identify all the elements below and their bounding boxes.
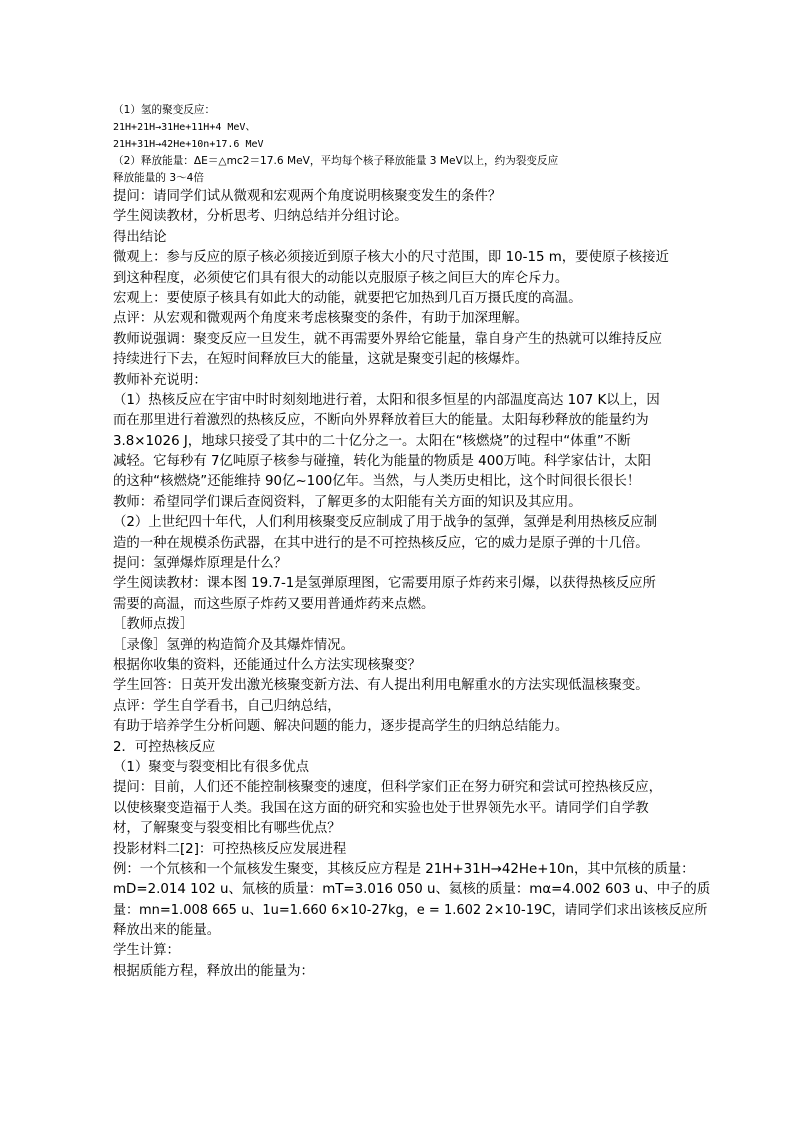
document-body (113, 102, 711, 982)
text-line: 21H+21H→31He+11H+4 MeV、 (113, 122, 256, 133)
text-line: 点评：学生自学看书，自己归纳总结， (113, 698, 341, 714)
text-line: （1）聚变与裂变相比有很多优点 (113, 759, 309, 775)
text-line: 持续进行下去，在短时间释放巨大的能量，这就是聚变引起的核爆炸。 (113, 352, 529, 368)
text-line: 有助于培养学生分析问题、解决问题的能力，逐步提高学生的归纳总结能力。 (113, 719, 569, 735)
text-line: 例：一个氘核和一个氚核发生聚变，其核反应方程是 21H+31H→42He+10n，其中氘核的质量： (113, 861, 695, 877)
text-line: 材，了解聚变与裂变相比有哪些优点？ (113, 821, 341, 837)
text-line: 的这种“核燃烧”还能维持 90亿~100亿年。当然，与人类历史相比，这个时间很长很长！ (113, 474, 641, 490)
text-line: 释放出来的能量。 (113, 923, 221, 939)
text-line: 而在那里进行着激烈的热核反应，不断向外界释放着巨大的能量。太阳每秒释放的能量约为 (113, 413, 649, 429)
text-line: （2）释放能量：ΔE＝△mc2＝17.6 MeV，平均每个核子释放能量 3 MeV以上，约为裂变反应 (113, 155, 559, 167)
text-line: 减轻。它每秒有 7亿吨原子核参与碰撞，转化为能量的物质是 400万吨。科学家估计，太阳 (113, 454, 652, 470)
text-line: 根据你收集的资料，还能通过什么方法实现核聚变？ (113, 657, 421, 673)
text-line: 根据质能方程，释放出的能量为： (113, 963, 314, 979)
text-line: 量：mn=1.008 665 u、1u=1.660 6×10-27kg，e = 1.602 2×10-19C，请同学们求出该核反应所 (113, 902, 708, 918)
text-line: 点评：从宏观和微观两个角度来考虑核聚变的条件，有助于加深理解。 (113, 311, 529, 327)
text-line: （2）上世纪四十年代，人们利用核聚变反应制成了用于战争的氢弹，氢弹是利用热核反应制 (113, 515, 658, 531)
text-line: 投影材料二[2]：可控热核反应发展进程 (113, 841, 347, 857)
text-line: 学生阅读教材，分析思考、归纳总结并分组讨论。 (113, 209, 408, 225)
text-line: 学生阅读教材：课本图 19.7-1是氢弹原理图，它需要用原子炸药来引爆，以获得热核反应所 (113, 576, 656, 592)
text-line: 释放能量的 3～4倍 (113, 172, 205, 184)
text-line: 3.8×1026 J，地球只接受了其中的二十亿分之一。太阳在“核燃烧”的过程中“体重”不断 (113, 433, 631, 449)
text-line: 学生回答：日英开发出激光核聚变新方法、有人提出利用电解重水的方法实现低温核聚变。 (113, 678, 649, 694)
text-line: 21H+31H→42He+10n+17.6 MeV (113, 139, 264, 150)
text-line: 教师补充说明： (113, 372, 207, 388)
text-line: 造的一种在规模杀伤武器，在其中进行的是不可控热核反应，它的威力是原子弹的十几倍。 (113, 535, 649, 551)
text-line: 得出结论 (113, 229, 167, 245)
text-line: mD=2.014 102 u、氚核的质量：mT=3.016 050 u、氦核的质量：mα=4.002 603 u、中子的质 (113, 882, 711, 898)
text-line: 微观上：参与反应的原子核必须接近到原子核大小的尺寸范围，即 10-15 m，要使原子核接近 (113, 250, 669, 266)
text-line: （1）氢的聚变反应： (113, 104, 216, 116)
text-line: 2．可控热核反应 (113, 739, 216, 755)
text-line: 教师说强调：聚变反应一旦发生，就不再需要外界给它能量，靠自身产生的热就可以维持反应 (113, 331, 663, 347)
text-line: 提问：氢弹爆炸原理是什么？ (113, 556, 288, 572)
text-line: 学生计算： (113, 943, 180, 959)
text-line: ［教师点拨］ (113, 617, 194, 633)
text-line: 需要的高温，而这些原子炸药又要用普通炸药来点燃。 (113, 596, 435, 612)
text-line: 宏观上：要使原子核具有如此大的动能，就要把它加热到几百万摄氏度的高温。 (113, 290, 582, 306)
text-line: 提问：目前，人们还不能控制核聚变的速度，但科学家们正在努力研究和尝试可控热核反应， (113, 780, 663, 796)
text-line: 到这种程度，必须使它们具有很大的动能以克服原子核之间巨大的库仑斥力。 (113, 270, 569, 286)
text-line: 教师：希望同学们课后查阅资料，了解更多的太阳能有关方面的知识及其应用。 (113, 494, 582, 510)
text-line: （1）热核反应在宇宙中时时刻刻地进行着，太阳和很多恒星的内部温度高达 107 K以上，因 (113, 392, 660, 408)
text-line: 以使核聚变造福于人类。我国在这方面的研究和实验也处于世界领先水平。请同学们自学教 (113, 800, 649, 816)
text-line: ［录像］氢弹的构造简介及其爆炸情况。 (113, 637, 355, 653)
text-line: 提问：请同学们试从微观和宏观两个角度说明核聚变发生的条件？ (113, 189, 502, 204)
